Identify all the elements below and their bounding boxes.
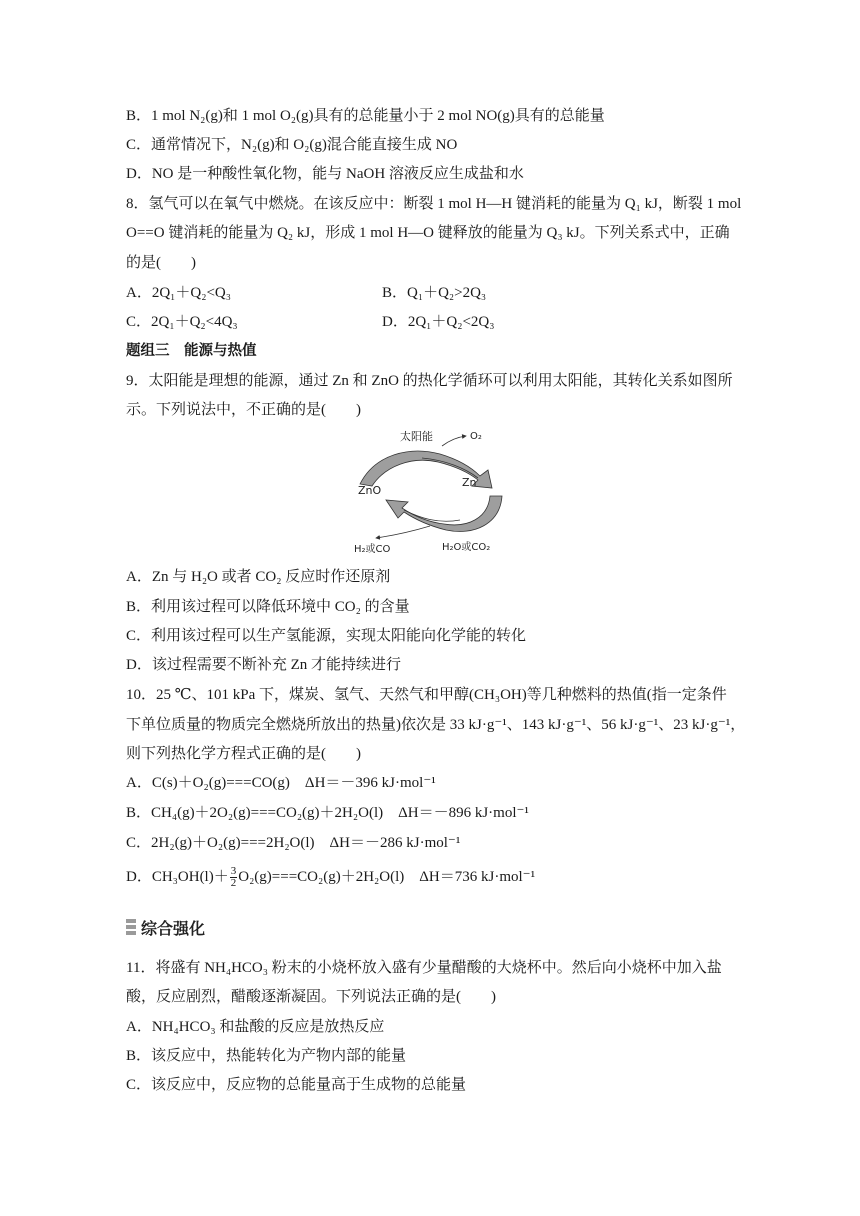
zno-label: ZnO bbox=[358, 484, 382, 497]
q8-stem-line2: O==O 键消耗的能量为 Q₂ kJ，形成 1 mol H—O 键释放的能量为 Q₃ kJ。下列关系式中，正确 bbox=[126, 225, 730, 241]
h2-co-arrow bbox=[376, 526, 430, 538]
lower-arc-shape bbox=[386, 496, 502, 532]
q10-stem-line1: 10．25 ℃、101 kPa 下，煤炭、氢气、天然气和甲醇(CH₃OH)等几种燃料的热值(指一定条件 bbox=[126, 687, 727, 703]
o2-label: O₂ bbox=[470, 431, 482, 442]
q10-option-d-post: O₂(g)===CO₂(g)＋2H₂O(l) ΔH＝736 kJ·mol⁻¹ bbox=[238, 868, 536, 885]
q10-option-d bbox=[126, 866, 535, 889]
q9-option-c: C．利用该过程可以生产氢能源，实现太阳能向化学能的转化 bbox=[126, 628, 527, 644]
q7-option-d: D．NO 是一种酸性氧化物，能与 NaOH 溶液反应生成盐和水 bbox=[126, 166, 524, 182]
q11-stem-line2: 酸，反应剧烈，醋酸逐渐凝固。下列说法正确的是( ) bbox=[126, 989, 496, 1005]
q9-option-b: B．利用该过程可以降低环境中 CO₂ 的含量 bbox=[126, 599, 410, 615]
fraction-three-halves bbox=[230, 866, 238, 889]
section-title: 综合强化 bbox=[141, 918, 206, 938]
q10-option-b: B．CH₄(g)＋2O₂(g)===CO₂(g)＋2H₂O(l) ΔH＝－896 kJ·mol⁻¹ bbox=[126, 805, 529, 821]
q11-option-b: B．该反应中，热能转化为产物内部的能量 bbox=[126, 1048, 407, 1064]
q8-option-c: C．2Q₁＋Q₂<4Q₃ bbox=[126, 314, 238, 330]
q8-option-d: D．2Q₁＋Q₂<2Q₃ bbox=[382, 314, 495, 330]
fraction-numerator: 3 bbox=[230, 865, 237, 877]
section-marker-icon bbox=[126, 917, 136, 937]
zn-label: Zn bbox=[462, 476, 477, 489]
zn-zno-cycle-diagram bbox=[350, 424, 520, 558]
q7-option-b: B．1 mol N₂(g)和 1 mol O₂(g)具有的总能量小于 2 mol NO(g)具有的总能量 bbox=[126, 108, 605, 124]
q9-stem-line2: 示。下列说法中，不正确的是( ) bbox=[126, 402, 361, 418]
q8-option-a: A．2Q₁＋Q₂<Q₃ bbox=[126, 285, 231, 301]
q9-option-a: A．Zn 与 H₂O 或者 CO₂ 反应时作还原剂 bbox=[126, 569, 391, 585]
fraction-denominator: 2 bbox=[230, 877, 237, 889]
q8-stem-line1: 8．氢气可以在氧气中燃烧。在该反应中：断裂 1 mol H—H 键消耗的能量为 Q₁ kJ，断裂 1 mol bbox=[126, 196, 742, 212]
solar-energy-label: 太阳能 bbox=[400, 430, 433, 443]
q9-option-d: D．该过程需要不断补充 Zn 才能持续进行 bbox=[126, 657, 401, 673]
q10-stem-line2: 下单位质量的物质完全燃烧所放出的热量)依次是 33 kJ·g⁻¹、143 kJ·g⁻¹、56 kJ·g⁻¹、23 kJ·g⁻¹， bbox=[126, 717, 746, 733]
q8-stem-line3: 的是( ) bbox=[126, 255, 196, 271]
q10-option-d-pre: D．CH₃OH(l)＋ bbox=[126, 868, 229, 885]
q9-stem-line1: 9．太阳能是理想的能源，通过 Zn 和 ZnO 的热化学循环可以利用太阳能，其转化关系如图所 bbox=[126, 373, 733, 389]
h2-or-co-label: H₂或CO bbox=[354, 544, 391, 555]
q11-stem-line1: 11．将盛有 NH₄HCO₃ 粉末的小烧杯放入盛有少量醋酸的大烧杯中。然后向小烧杯中加入盐 bbox=[126, 960, 722, 976]
group3-heading: 题组三 能源与热值 bbox=[126, 343, 257, 359]
h2o-or-co2-label: H₂O或CO₂ bbox=[442, 542, 491, 553]
section-heading bbox=[126, 916, 205, 938]
q11-option-a: A．NH₄HCO₃ 和盐酸的反应是放热反应 bbox=[126, 1019, 385, 1035]
q11-option-c: C．该反应中，反应物的总能量高于生成物的总能量 bbox=[126, 1077, 467, 1093]
q10-stem-line3: 则下列热化学方程式正确的是( ) bbox=[126, 746, 361, 762]
q7-option-c: C．通常情况下，N₂(g)和 O₂(g)混合能直接生成 NO bbox=[126, 137, 458, 153]
q8-option-b: B．Q₁＋Q₂>2Q₃ bbox=[382, 285, 487, 301]
q10-option-a: A．C(s)＋O₂(g)===CO(g) ΔH＝－396 kJ·mol⁻¹ bbox=[126, 775, 436, 791]
q10-option-c: C．2H₂(g)＋O₂(g)===2H₂O(l) ΔH＝－286 kJ·mol⁻¹ bbox=[126, 835, 461, 851]
o2-arrow bbox=[442, 436, 466, 446]
